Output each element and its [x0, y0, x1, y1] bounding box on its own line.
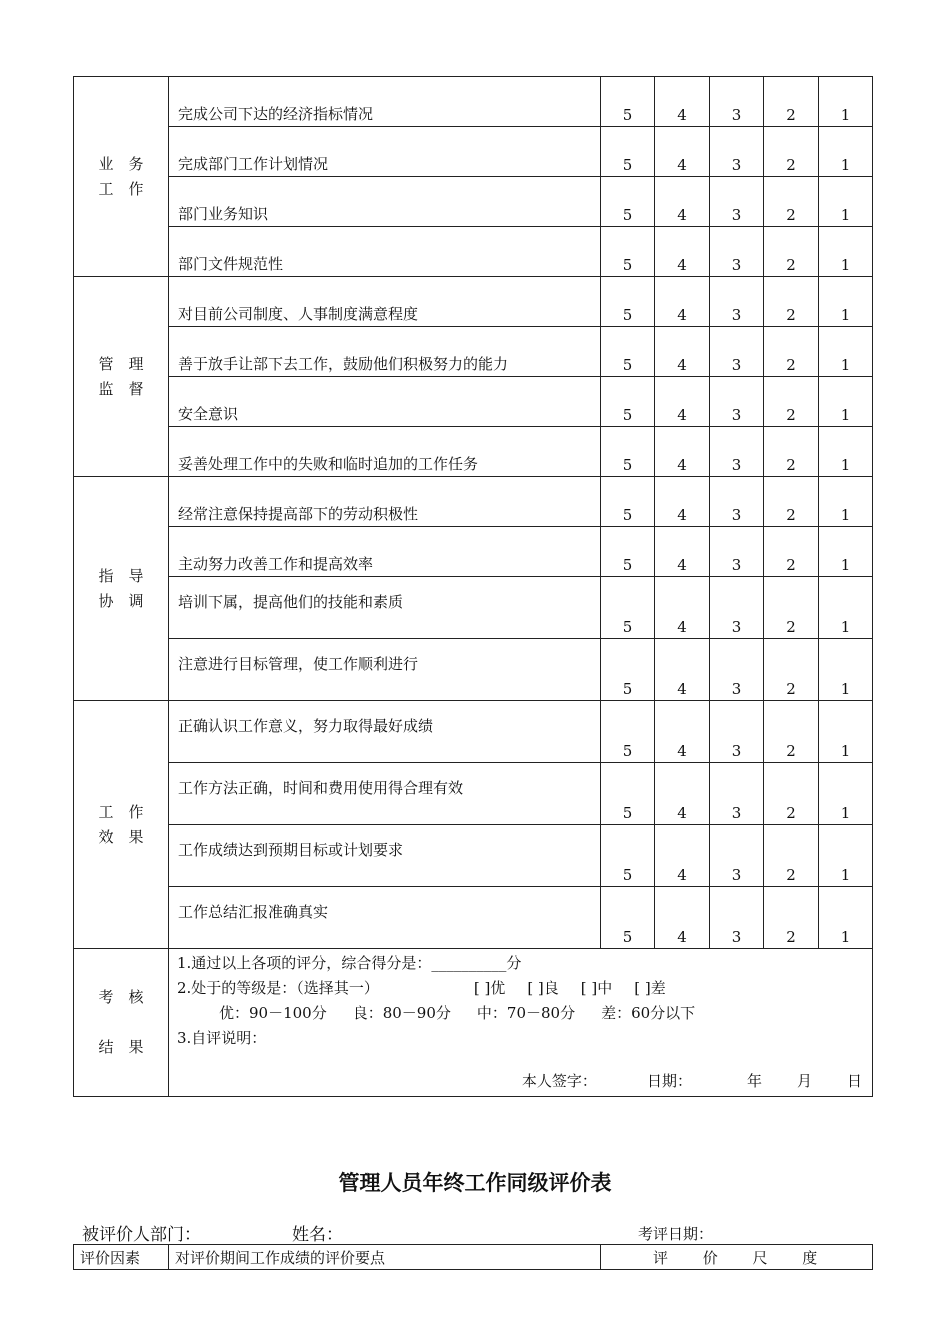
score-option[interactable]: 1: [819, 277, 873, 327]
score-option[interactable]: 4: [655, 477, 710, 527]
criterion-cell: 部门文件规范性: [169, 227, 601, 277]
self-comment-label: 3.自评说明：: [177, 1029, 267, 1047]
category-line: 协 调: [98, 591, 144, 610]
score-option[interactable]: 3: [710, 327, 764, 377]
score-option[interactable]: 5: [601, 825, 655, 887]
score-option[interactable]: 5: [601, 177, 655, 227]
score-option[interactable]: 5: [601, 577, 655, 639]
score-option[interactable]: 2: [764, 127, 819, 177]
score-option[interactable]: 1: [819, 477, 873, 527]
score-option[interactable]: 1: [819, 763, 873, 825]
score-option[interactable]: 1: [819, 427, 873, 477]
criterion-cell: 正确认识工作意义，努力取得最好成绩: [169, 701, 601, 763]
criterion-cell: 工作总结汇报准确真实: [169, 887, 601, 949]
score-option[interactable]: 1: [819, 377, 873, 427]
score-option[interactable]: 5: [601, 701, 655, 763]
score-option[interactable]: 4: [655, 577, 710, 639]
result-category-line: 考 核: [98, 988, 144, 1006]
score-option[interactable]: 1: [819, 887, 873, 949]
score-option[interactable]: 1: [819, 577, 873, 639]
score-option[interactable]: 3: [710, 377, 764, 427]
score-option[interactable]: 3: [710, 577, 764, 639]
score-option[interactable]: 5: [601, 639, 655, 701]
criterion-cell: 完成部门工作计划情况: [169, 127, 601, 177]
criterion-cell: 妥善处理工作中的失败和临时追加的工作任务: [169, 427, 601, 477]
score-option[interactable]: 4: [655, 527, 710, 577]
name-label: 姓名：: [292, 1225, 343, 1245]
category-line: 工 作: [98, 802, 144, 821]
criterion-cell: 注意进行目标管理，使工作顺利进行: [169, 639, 601, 701]
score-option[interactable]: 3: [710, 77, 764, 127]
score-option[interactable]: 5: [601, 427, 655, 477]
signature-label: 本人签字：: [521, 1072, 597, 1090]
table-row: [74, 701, 873, 763]
form2-header-table: [73, 1244, 873, 1270]
form2-header-row: [74, 1245, 873, 1270]
score-option[interactable]: 2: [764, 527, 819, 577]
day-label: 日: [846, 1072, 862, 1090]
score-option[interactable]: 5: [601, 477, 655, 527]
score-option[interactable]: 1: [819, 327, 873, 377]
table-row: [74, 477, 873, 527]
signature-line: [492, 1069, 862, 1094]
result-category: [74, 949, 169, 1097]
score-option[interactable]: 5: [601, 77, 655, 127]
criterion-cell: 主动努力改善工作和提高效率: [169, 527, 601, 577]
year-label: 年: [746, 1072, 762, 1090]
category-cell: [74, 477, 169, 701]
score-option[interactable]: 3: [710, 227, 764, 277]
result-category-line: 结 果: [98, 1038, 144, 1056]
eval-date-label: 考评日期：: [638, 1225, 714, 1243]
score-option[interactable]: 2: [764, 577, 819, 639]
score-option[interactable]: 5: [601, 277, 655, 327]
grade-desc-medium: 中：70－80分: [476, 1004, 576, 1022]
score-option[interactable]: 2: [764, 377, 819, 427]
score-option[interactable]: 2: [764, 77, 819, 127]
table-row: [74, 825, 873, 887]
grade-desc-poor: 差：60分以下: [601, 1004, 696, 1022]
score-option[interactable]: 3: [710, 639, 764, 701]
score-option[interactable]: 1: [819, 639, 873, 701]
grade-label: 2.处于的等级是：（选择其一）: [177, 979, 379, 997]
score-option[interactable]: 3: [710, 427, 764, 477]
score-option[interactable]: 1: [819, 227, 873, 277]
grade-option-poor[interactable]: [ ]差: [634, 979, 666, 997]
score-option[interactable]: 4: [655, 327, 710, 377]
score-option[interactable]: 5: [601, 527, 655, 577]
category-line: 效 果: [98, 827, 144, 846]
score-option[interactable]: 2: [764, 427, 819, 477]
score-option[interactable]: 5: [601, 763, 655, 825]
score-option[interactable]: 5: [601, 887, 655, 949]
table-row: [74, 377, 873, 427]
score-option[interactable]: 2: [764, 177, 819, 227]
col-scale: 评 价 尺 度: [601, 1245, 873, 1270]
category-line: 工 作: [98, 179, 144, 198]
score-option[interactable]: 4: [655, 701, 710, 763]
table-row: [74, 77, 873, 127]
col-points: 对评价期间工作成绩的评价要点: [169, 1245, 601, 1270]
score-option[interactable]: 3: [710, 763, 764, 825]
criterion-cell: 对目前公司制度、人事制度满意程度: [169, 277, 601, 327]
table-row: [74, 527, 873, 577]
score-option[interactable]: 1: [819, 701, 873, 763]
dept-label: 被评价人部门：: [82, 1225, 201, 1245]
score-option[interactable]: 1: [819, 825, 873, 887]
score-option[interactable]: 2: [764, 825, 819, 887]
score-option[interactable]: 4: [655, 77, 710, 127]
form2-title: 管理人员年终工作同级评价表: [338, 1171, 612, 1195]
score-option[interactable]: 4: [655, 887, 710, 949]
criterion-cell: 工作方法正确，时间和费用使用得合理有效: [169, 763, 601, 825]
total-score-line: 1.通过以上各项的评分，综合得分是：__________分: [177, 954, 522, 972]
score-option[interactable]: 2: [764, 763, 819, 825]
score-option[interactable]: 1: [819, 527, 873, 577]
month-label: 月: [796, 1072, 812, 1090]
category-line: 管 理: [98, 354, 144, 373]
score-option[interactable]: 4: [655, 763, 710, 825]
score-option[interactable]: 4: [655, 377, 710, 427]
score-option[interactable]: 2: [764, 277, 819, 327]
score-option[interactable]: 3: [710, 127, 764, 177]
grade-option-excellent[interactable]: [ ]优: [473, 979, 506, 997]
score-option[interactable]: 1: [819, 177, 873, 227]
result-row: [74, 949, 873, 1097]
score-option[interactable]: 3: [710, 527, 764, 577]
table-row: [74, 327, 873, 377]
category-line: 监 督: [98, 379, 144, 398]
table-row: [74, 127, 873, 177]
col-factor: 评价因素: [74, 1245, 169, 1270]
grade-desc-excellent: 优：90－100分: [219, 1004, 327, 1022]
category-line: 指 导: [98, 566, 144, 585]
score-option[interactable]: 5: [601, 327, 655, 377]
table-row: [74, 577, 873, 639]
score-option[interactable]: 5: [601, 377, 655, 427]
table-row: [74, 427, 873, 477]
score-option[interactable]: 5: [601, 227, 655, 277]
evaluation-table: [73, 76, 873, 1097]
score-option[interactable]: 3: [710, 177, 764, 227]
criterion-cell: 完成公司下达的经济指标情况: [169, 77, 601, 127]
table-row: [74, 177, 873, 227]
grade-option-good[interactable]: [ ]良: [527, 979, 559, 997]
score-option[interactable]: 2: [764, 887, 819, 949]
table-row: [74, 887, 873, 949]
table-row: [74, 763, 873, 825]
score-option[interactable]: 4: [655, 277, 710, 327]
grade-option-medium[interactable]: [ ]中: [580, 979, 613, 997]
criterion-cell: 经常注意保持提高部下的劳动积极性: [169, 477, 601, 527]
score-option[interactable]: 3: [710, 825, 764, 887]
result-cell: [169, 949, 873, 1097]
score-option[interactable]: 3: [710, 701, 764, 763]
score-option[interactable]: 2: [764, 477, 819, 527]
table-row: [74, 227, 873, 277]
grade-options: [474, 976, 688, 1001]
date-label: 日期：: [646, 1072, 692, 1090]
criterion-cell: 善于放手让部下去工作，鼓励他们积极努力的能力: [169, 327, 601, 377]
grade-description: [177, 1001, 872, 1026]
score-option[interactable]: 2: [764, 327, 819, 377]
grade-desc-good: 良：80－90分: [352, 1004, 451, 1022]
score-option[interactable]: 4: [655, 427, 710, 477]
score-option[interactable]: 5: [601, 127, 655, 177]
score-option[interactable]: 4: [655, 639, 710, 701]
score-option[interactable]: 1: [819, 77, 873, 127]
criterion-cell: 工作成绩达到预期目标或计划要求: [169, 825, 601, 887]
score-option[interactable]: 3: [710, 477, 764, 527]
criterion-cell: 培训下属，提高他们的技能和素质: [169, 577, 601, 639]
table-row: [74, 639, 873, 701]
score-option[interactable]: 1: [819, 127, 873, 177]
score-option[interactable]: 4: [655, 825, 710, 887]
score-option[interactable]: 2: [764, 227, 819, 277]
grade-line: [177, 976, 872, 1001]
score-option[interactable]: 2: [764, 701, 819, 763]
criterion-cell: 安全意识: [169, 377, 601, 427]
score-option[interactable]: 4: [655, 127, 710, 177]
table-row: [74, 277, 873, 327]
score-option[interactable]: 4: [655, 177, 710, 227]
score-option[interactable]: 3: [710, 277, 764, 327]
score-option[interactable]: 3: [710, 887, 764, 949]
score-option[interactable]: 4: [655, 227, 710, 277]
category-cell: [74, 77, 169, 277]
criterion-cell: 部门业务知识: [169, 177, 601, 227]
score-option[interactable]: 2: [764, 639, 819, 701]
category-line: 业 务: [98, 154, 144, 173]
category-cell: [74, 277, 169, 477]
category-cell: [74, 701, 169, 949]
